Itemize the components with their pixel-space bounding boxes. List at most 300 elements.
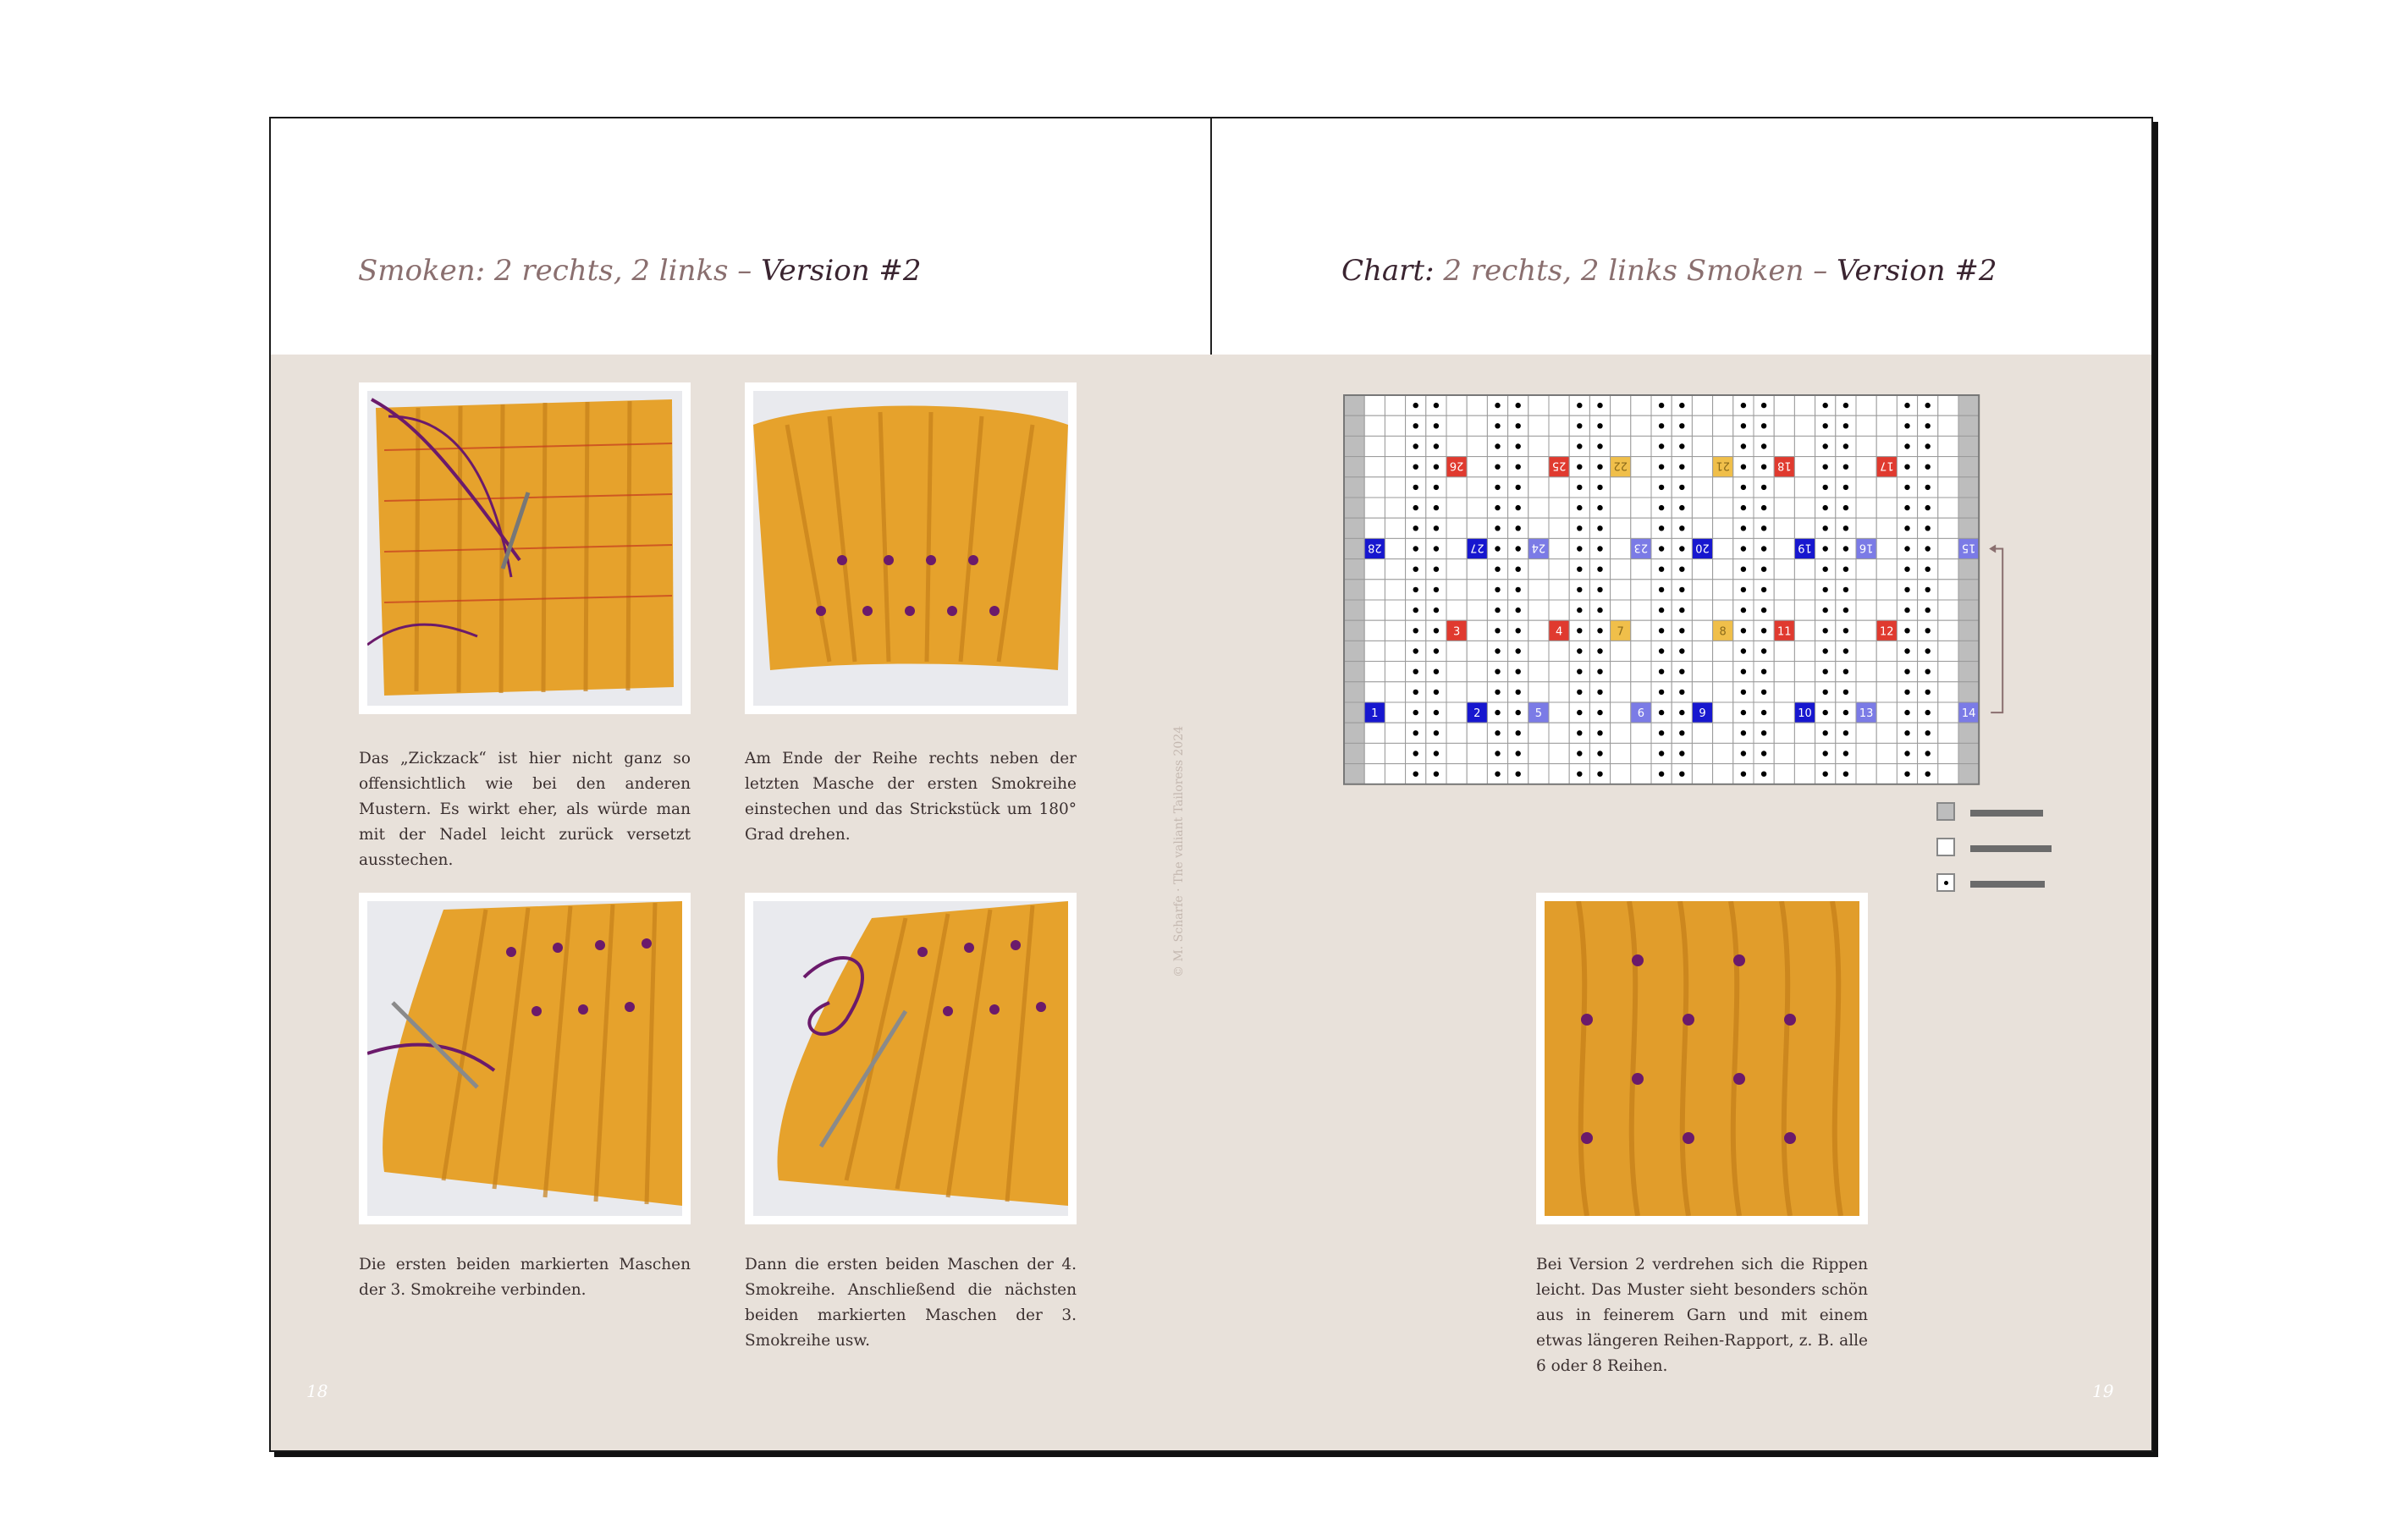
chart-cell (1774, 436, 1794, 456)
purl-dot (1597, 403, 1602, 408)
purl-dot (1495, 772, 1500, 777)
right-page-title (1341, 254, 1997, 288)
chart-cell (1876, 641, 1897, 661)
purl-dot (1413, 567, 1418, 572)
purl-dot (1659, 648, 1664, 653)
purl-dot (1925, 546, 1931, 551)
chart-marker-label: 27 (1470, 541, 1484, 554)
purl-dot (1495, 669, 1500, 674)
chart-cell (1958, 600, 1979, 620)
chart-cell (1611, 702, 1631, 723)
chart-cell (1528, 600, 1549, 620)
chart-cell (1692, 457, 1712, 477)
chart-cell (1938, 723, 1958, 743)
purl-dot (1904, 505, 1909, 510)
purl-dot (1516, 465, 1521, 470)
chart-cell (1528, 559, 1549, 580)
purl-dot (1597, 710, 1602, 715)
purl-dot (1516, 587, 1521, 592)
purl-dot (1577, 567, 1582, 572)
purl-dot (1516, 669, 1521, 674)
chart-cell (1856, 580, 1876, 600)
repeat-bracket (1991, 549, 2002, 713)
chart-cell (1344, 477, 1364, 498)
purl-dot (1904, 648, 1909, 653)
chart-cell (1692, 662, 1712, 682)
chart-cell (1364, 436, 1385, 456)
purl-dot (1659, 567, 1664, 572)
purl-dot (1577, 730, 1582, 735)
chart-cell (1549, 764, 1569, 784)
purl-dot (1904, 423, 1909, 428)
chart-cell (1344, 457, 1364, 477)
chart-cell (1692, 436, 1712, 456)
chart-cell (1446, 723, 1467, 743)
chart-cell (1774, 662, 1794, 682)
chart-cell (1938, 600, 1958, 620)
purl-dot (1741, 628, 1746, 633)
chart-cell (1794, 436, 1815, 456)
chart-cell (1692, 723, 1712, 743)
chart-cell (1713, 498, 1733, 518)
chart-cell (1364, 723, 1385, 743)
chart-cell (1938, 743, 1958, 763)
purl-dot (1577, 505, 1582, 510)
chart-cell (1446, 415, 1467, 436)
purl-dot (1434, 669, 1439, 674)
purl-dot (1434, 772, 1439, 777)
chart-cell (1344, 723, 1364, 743)
purl-dot (1597, 505, 1602, 510)
purl-dot (1823, 648, 1828, 653)
chart-cell (1794, 723, 1815, 743)
purl-dot (1761, 567, 1766, 572)
purl-dot (1434, 443, 1439, 448)
chart-cell (1446, 580, 1467, 600)
chart-cell (1876, 538, 1897, 558)
chart-cell (1713, 580, 1733, 600)
purl-dot (1434, 485, 1439, 490)
chart-cell (1958, 457, 1979, 477)
chart-cell (1856, 498, 1876, 518)
purl-dot (1597, 546, 1602, 551)
chart-cell (1528, 580, 1549, 600)
chart-cell (1958, 620, 1979, 641)
purl-dot (1679, 648, 1684, 653)
chart-cell (1876, 559, 1897, 580)
purl-dot (1925, 443, 1931, 448)
chart-cell (1794, 600, 1815, 620)
right-title-prefix: Chart: (1341, 254, 1435, 288)
chart-cell (1958, 477, 1979, 498)
chart-cell (1774, 702, 1794, 723)
purl-dot (1843, 567, 1848, 572)
left-title-version: Version #2 (761, 254, 922, 288)
purl-dot (1904, 403, 1909, 408)
chart-marker-label: 10 (1798, 707, 1812, 721)
purl-dot (1495, 587, 1500, 592)
chart-cell (1611, 415, 1631, 436)
purl-dot (1679, 751, 1684, 756)
chart-cell (1446, 498, 1467, 518)
chart-cell (1856, 600, 1876, 620)
knitting-photo-3 (359, 893, 691, 1224)
purl-dot (1434, 587, 1439, 592)
chart-cell (1549, 641, 1569, 661)
purl-dot (1434, 465, 1439, 470)
purl-dot (1761, 546, 1766, 551)
chart-cell (1549, 723, 1569, 743)
chart-cell (1794, 641, 1815, 661)
chart-cell (1631, 620, 1651, 641)
chart-cell (1364, 682, 1385, 702)
purl-dot (1741, 567, 1746, 572)
chart-cell (1692, 477, 1712, 498)
chart-cell (1528, 764, 1549, 784)
chart-cell (1774, 764, 1794, 784)
chart-cell (1549, 559, 1569, 580)
purl-dot (1761, 710, 1766, 715)
chart-cell (1385, 477, 1405, 498)
chart-cell (1631, 559, 1651, 580)
chart-cell (1549, 662, 1569, 682)
purl-dot (1761, 465, 1766, 470)
chart-cell (1692, 600, 1712, 620)
purl-dot (1741, 587, 1746, 592)
chart-cell (1528, 682, 1549, 702)
chart-cell (1958, 559, 1979, 580)
chart-cell (1631, 395, 1651, 415)
chart-cell (1794, 498, 1815, 518)
purl-dot (1413, 751, 1418, 756)
copyright-notice: © M. Scharfe · The valiant Tailoress 2024 (1172, 725, 1186, 977)
chart-cell (1876, 415, 1897, 436)
purl-dot (1679, 403, 1684, 408)
chart-cell (1794, 415, 1815, 436)
chart-cell (1692, 395, 1712, 415)
purl-dot (1741, 403, 1746, 408)
purl-dot (1904, 465, 1909, 470)
purl-dot (1843, 525, 1848, 531)
purl-dot (1516, 423, 1521, 428)
purl-dot (1659, 587, 1664, 592)
chart-cell (1446, 743, 1467, 763)
purl-dot (1761, 648, 1766, 653)
purl-dot (1843, 751, 1848, 756)
purl-dot (1904, 772, 1909, 777)
purl-dot (1904, 730, 1909, 735)
chart-cell (1467, 723, 1487, 743)
purl-dot (1413, 730, 1418, 735)
purl-dot (1434, 403, 1439, 408)
purl-dot (1577, 690, 1582, 695)
chart-marker-label: 11 (1777, 625, 1792, 639)
chart-cell (1611, 743, 1631, 763)
purl-dot (1659, 751, 1664, 756)
chart-cell (1611, 498, 1631, 518)
purl-dot (1925, 772, 1931, 777)
purl-dot (1413, 648, 1418, 653)
chart-cell (1876, 743, 1897, 763)
chart-cell (1467, 743, 1487, 763)
purl-dot (1434, 628, 1439, 633)
chart-cell (1938, 682, 1958, 702)
chart-cell (1528, 620, 1549, 641)
purl-dot (1761, 669, 1766, 674)
chart-cell (1856, 457, 1876, 477)
chart-cell (1549, 477, 1569, 498)
chart-cell (1364, 580, 1385, 600)
chart-cell (1528, 743, 1549, 763)
purl-dot (1843, 772, 1848, 777)
chart-cell (1467, 641, 1487, 661)
chart-cell (1713, 641, 1733, 661)
chart-cell (1528, 395, 1549, 415)
chart-cell (1446, 477, 1467, 498)
purl-dot (1597, 567, 1602, 572)
chart-cell (1876, 662, 1897, 682)
purl-dot (1413, 423, 1418, 428)
purl-dot (1843, 690, 1848, 695)
purl-dot (1679, 485, 1684, 490)
chart-cell (1631, 743, 1651, 763)
purl-dot (1577, 525, 1582, 531)
purl-dot (1495, 423, 1500, 428)
chart-cell (1794, 764, 1815, 784)
chart-cell (1856, 436, 1876, 456)
purl-dot (1597, 690, 1602, 695)
repeat-arrow-icon (1989, 545, 1996, 553)
purl-dot (1741, 710, 1746, 715)
chart-cell (1528, 641, 1549, 661)
chart-cell (1938, 518, 1958, 538)
page-divider (1210, 118, 1212, 355)
chart-cell (1549, 600, 1569, 620)
chart-cell (1611, 580, 1631, 600)
chart-cell (1692, 641, 1712, 661)
chart-cell (1631, 518, 1651, 538)
chart-marker-label: 14 (1961, 707, 1976, 721)
purl-dot (1516, 546, 1521, 551)
chart-cell (1344, 600, 1364, 620)
chart-cell (1856, 477, 1876, 498)
chart-cell (1631, 477, 1651, 498)
chart-cell (1774, 600, 1794, 620)
purl-dot (1495, 751, 1500, 756)
chart-cell (1446, 518, 1467, 538)
purl-dot (1741, 669, 1746, 674)
purl-dot (1761, 628, 1766, 633)
chart-cell (1611, 600, 1631, 620)
knitting-photo-1 (359, 382, 691, 714)
purl-dot (1679, 567, 1684, 572)
chart-cell (1938, 580, 1958, 600)
chart-cell (1876, 600, 1897, 620)
purl-dot (1495, 525, 1500, 531)
purl-dot (1925, 690, 1931, 695)
purl-dot (1741, 608, 1746, 613)
chart-marker-label: 16 (1859, 541, 1874, 554)
chart-cell (1856, 518, 1876, 538)
smocking-chart (1341, 393, 2019, 809)
chart-cell (1385, 702, 1405, 723)
chart-cell (1446, 764, 1467, 784)
chart-cell (1467, 682, 1487, 702)
purl-dot (1659, 669, 1664, 674)
chart-cell (1856, 682, 1876, 702)
purl-dot (1761, 690, 1766, 695)
chart-cell (1446, 662, 1467, 682)
purl-dot (1434, 690, 1439, 695)
purl-dot (1413, 465, 1418, 470)
purl-dot (1495, 465, 1500, 470)
purl-dot (1741, 423, 1746, 428)
chart-cell (1692, 682, 1712, 702)
chart-cell (1549, 518, 1569, 538)
purl-dot (1823, 443, 1828, 448)
legend-line (1970, 881, 2045, 888)
purl-dot (1741, 465, 1746, 470)
chart-cell (1528, 415, 1549, 436)
purl-dot (1843, 443, 1848, 448)
purl-dot (1761, 443, 1766, 448)
book-spread (269, 117, 2153, 1452)
caption-2: Am Ende der Reihe rechts neben der letzten Masche der ersten Smokreihe einstechen und das Strickstück um 180° Grad drehen. (745, 750, 1077, 844)
purl-dot (1659, 710, 1664, 715)
purl-dot (1761, 587, 1766, 592)
purl-dot (1823, 772, 1828, 777)
chart-cell (1364, 559, 1385, 580)
purl-dot (1577, 546, 1582, 551)
chart-cell (1856, 764, 1876, 784)
purl-dot (1659, 772, 1664, 777)
chart-cell (1467, 559, 1487, 580)
purl-dot (1495, 567, 1500, 572)
chart-marker-label: 26 (1449, 459, 1464, 472)
chart-cell (1631, 662, 1651, 682)
chart-cell (1344, 764, 1364, 784)
purl-dot (1761, 505, 1766, 510)
chart-cell (1364, 457, 1385, 477)
purl-dot (1925, 730, 1931, 735)
caption-3: Die ersten beiden markierten Maschen der 3. Smokreihe verbinden. (359, 1256, 691, 1299)
chart-marker-label: 23 (1633, 541, 1649, 554)
chart-cell (1611, 662, 1631, 682)
purl-dot (1925, 608, 1931, 613)
knitting-photo-2 (745, 382, 1077, 714)
chart-cell (1774, 641, 1794, 661)
chart-cell (1549, 702, 1569, 723)
right-title-version: Version #2 (1837, 254, 1997, 288)
purl-dot (1925, 465, 1931, 470)
purl-dot (1516, 772, 1521, 777)
chart-cell (1631, 498, 1651, 518)
chart-cell (1713, 764, 1733, 784)
chart-cell (1876, 723, 1897, 743)
chart-cell (1794, 620, 1815, 641)
purl-dot (1577, 751, 1582, 756)
purl-dot (1659, 403, 1664, 408)
chart-cell (1938, 764, 1958, 784)
chart-cell (1385, 395, 1405, 415)
chart-cell (1549, 580, 1569, 600)
chart-cell (1611, 641, 1631, 661)
chart-cell (1549, 395, 1569, 415)
chart-cell (1385, 662, 1405, 682)
purl-dot (1434, 648, 1439, 653)
purl-dot (1413, 505, 1418, 510)
purl-dot (1516, 690, 1521, 695)
purl-dot (1659, 443, 1664, 448)
legend-dot-square-icon (1936, 873, 1955, 892)
chart-cell (1344, 620, 1364, 641)
chart-cell (1958, 764, 1979, 784)
chart-cell (1446, 600, 1467, 620)
purl-dot (1741, 730, 1746, 735)
chart-cell (1467, 415, 1487, 436)
purl-dot (1823, 628, 1828, 633)
chart-cell (1958, 662, 1979, 682)
chart-cell (1344, 415, 1364, 436)
purl-dot (1679, 505, 1684, 510)
chart-cell (1549, 743, 1569, 763)
chart-cell (1794, 559, 1815, 580)
purl-dot (1925, 423, 1931, 428)
purl-dot (1659, 525, 1664, 531)
purl-dot (1577, 443, 1582, 448)
purl-dot (1577, 403, 1582, 408)
chart-cell (1876, 436, 1897, 456)
purl-dot (1577, 648, 1582, 653)
purl-dot (1597, 648, 1602, 653)
chart-marker-label: 15 (1961, 541, 1976, 554)
purl-dot (1843, 710, 1848, 715)
chart-cell (1385, 457, 1405, 477)
chart-cell (1958, 580, 1979, 600)
chart-marker-label: 1 (1371, 707, 1379, 721)
purl-dot (1495, 730, 1500, 735)
chart-cell (1549, 436, 1569, 456)
purl-dot (1577, 485, 1582, 490)
chart-cell (1692, 764, 1712, 784)
purl-dot (1413, 403, 1418, 408)
chart-cell (1364, 498, 1385, 518)
chart-cell (1344, 498, 1364, 518)
chart-cell (1467, 518, 1487, 538)
purl-dot (1843, 505, 1848, 510)
purl-dot (1413, 690, 1418, 695)
purl-dot (1904, 546, 1909, 551)
purl-dot (1823, 730, 1828, 735)
purl-dot (1823, 587, 1828, 592)
purl-dot (1843, 485, 1848, 490)
purl-dot (1659, 628, 1664, 633)
chart-cell (1774, 743, 1794, 763)
chart-marker-label: 12 (1880, 625, 1894, 639)
purl-dot (1741, 772, 1746, 777)
purl-dot (1925, 648, 1931, 653)
purl-dot (1597, 772, 1602, 777)
caption-4: Dann die ersten beiden Maschen der 4. Smokreihe. Anschließend die nächsten beiden markierten Maschen der 3. Smokreihe usw. (745, 1256, 1077, 1350)
purl-dot (1823, 751, 1828, 756)
purl-dot (1659, 546, 1664, 551)
chart-cell (1385, 415, 1405, 436)
chart-marker-label: 24 (1531, 541, 1546, 554)
purl-dot (1843, 628, 1848, 633)
purl-dot (1843, 423, 1848, 428)
purl-dot (1597, 525, 1602, 531)
purl-dot (1495, 485, 1500, 490)
